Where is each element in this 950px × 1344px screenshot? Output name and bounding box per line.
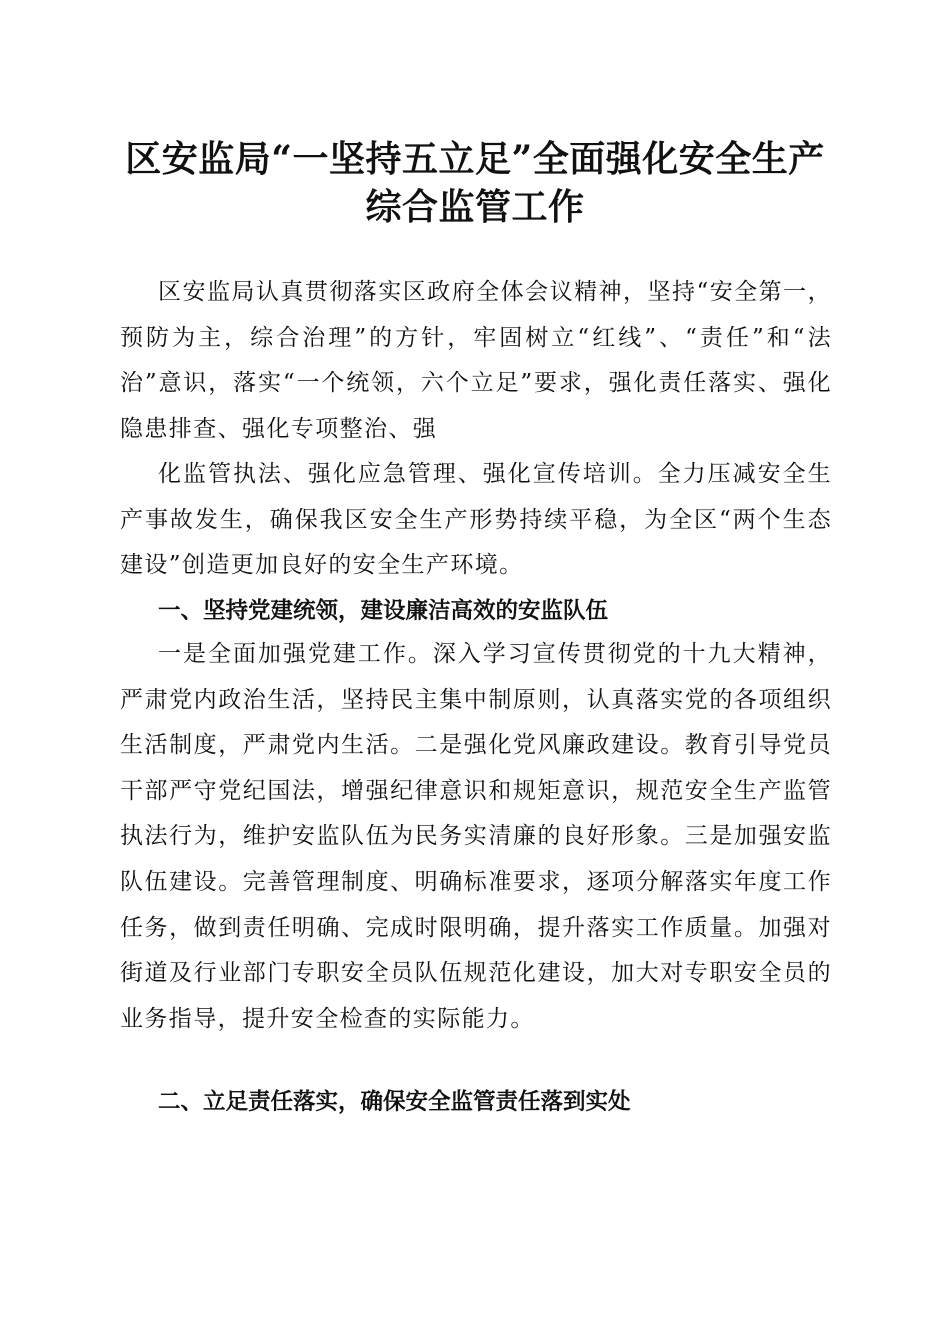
section-heading-1: 一、坚持党建统领，建设廉洁高效的安监队伍 (158, 598, 609, 624)
section-1-body: 一是全面加强党建工作。深入学习宣传贯彻党的十九大精神，严肃党内政治生活，坚持民主集中制原则，认真落实党的各项组织生活制度，严肃党内生活。二是强化党风廉政建设。教育引导党员干部严守党纪国法，增强纪律意识和规矩意识，规范安全生产监管执法行为，维护安监队伍为民务实清廉的良好形象。三是加强安监队伍建设。完善管理制度、明确标准要求，逐项分解落实年度工作任务，做到责任明确、完成时限明确，提升落实工作质量。加强对街道及行业部门专职安全员队伍规范化建设，加大对专职安全员的业务指导，提升安全检查的实际能力。 (120, 641, 832, 1032)
document-title-line2: 综合监管工作 (365, 186, 585, 228)
intro-paragraph: 区安监局认真贯彻落实区政府全体会议精神，坚持“安全第一，预防为主，综合治理”的方针，牢固树立“红线”、“责任”和“法治”意识，落实“一个统领，六个立足”要求，强化责任落实、强化隐患排查、强化专项整治、强 (120, 279, 832, 442)
intro-paragraph-continued: 化监管执法、强化应急管理、强化宣传培训。全力压减安全生产事故发生，确保我区安全生产形势持续平稳，为全区“两个生态建设”创造更加良好的安全生产环境。 (120, 461, 832, 579)
section-heading-2: 二、立足责任落实，确保安全监管责任落到实处 (158, 1089, 631, 1115)
document-title-line1: 区安监局“一坚持五立足”全面强化安全生产 (125, 138, 825, 180)
